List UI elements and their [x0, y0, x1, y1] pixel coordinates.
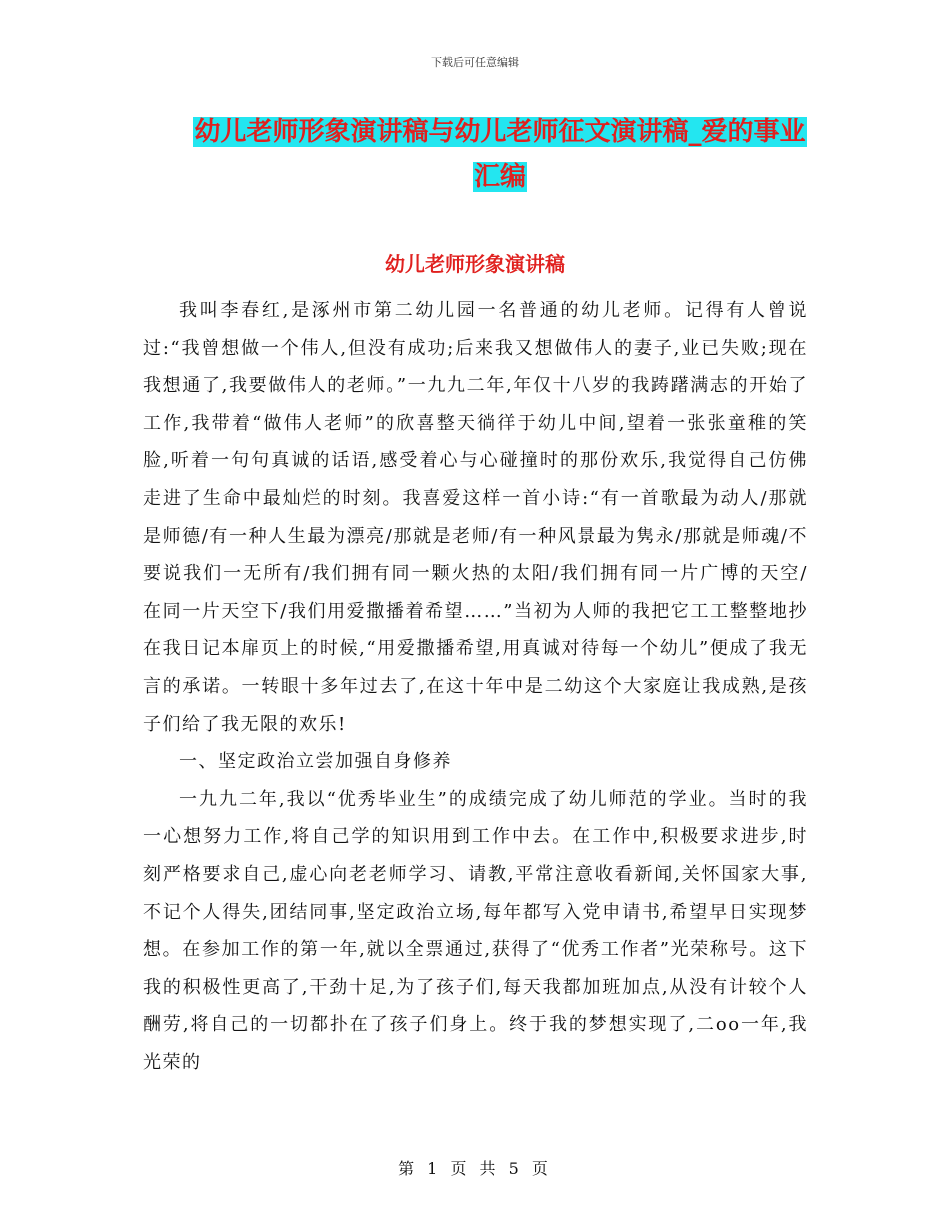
page-header-note: 下载后可任意编辑 — [431, 56, 519, 69]
document-title-line-2: 汇编 — [473, 162, 526, 192]
paragraph-heading-1: 一、坚定政治立尝加强自身修养 — [179, 751, 452, 773]
section-title: 幼儿老师形象演讲稿 — [385, 252, 565, 276]
document-title-line-1: 幼儿老师形象演讲稿与幼儿老师征文演讲稿_爱的事业 — [194, 117, 806, 147]
paragraph-intro: 我叫李春红,是涿州市第二幼儿园一名普通的幼儿老师。记得有人曾说过:“我曾想做一个伟人,但没有成功;后来我又想做伟人的妻子,业已失败;现在我想通了,我要做伟人的老师。”一九九二年,年仅十八岁的我踌躇满志的开始了工作,我带着“做伟人老师”的欣喜整天徜徉于幼儿中间,望着一张张童稚的笑脸,听着一句句真诚的话语,感受着心与心碰撞时的那份欢乐,我觉得自己仿佛走进了生命中最灿烂的时刻。我喜爱这样一首小诗:“有一首歌最为动人/那就是师德/有一种人生最为漂亮/那就是老师/有一种风景最为隽永/那就是师魂/不要说我们一无所有/我们拥有同一颗火热的太阳/我们拥有同一片广博的天空/在同一片天空下/我们用爱撒播着希望……”当初为人师的我把它工工整整地抄在我日记本扉页上的时候,“用爱撒播希望,用真诚对待每一个幼儿”便成了我无言的承诺。一转眼十多年过去了,在这十年中是二幼这个大家庭让我成熟,是孩子们给了我无限的欢乐! — [143, 300, 808, 735]
paragraph-body-1: 一九九二年,我以“优秀毕业生”的成绩完成了幼儿师范的学业。当时的我一心想努力工作,将自己学的知识用到工作中去。在工作中,积极要求进步,时刻严格要求自己,虚心向老老师学习、请教,平常注意收看新闻,关怀国家大事,不记个人得失,团结同事,坚定政治立场,每年都写入党申请书,希望早日实现梦想。在参加工作的第一年,就以全票通过,获得了“优秀工作者”光荣称号。这下我的积极性更高了,干劲十足,为了孩子们,每天我都加班加点,从没有计较个人酬劳,将自己的一切都扑在了孩子们身上。终于我的梦想实现了,二oo一年,我光荣的 — [143, 788, 808, 1073]
document-title — [140, 110, 860, 200]
page-footer: 第 1 页 共 5 页 — [398, 1159, 552, 1178]
body-text — [143, 292, 808, 1081]
